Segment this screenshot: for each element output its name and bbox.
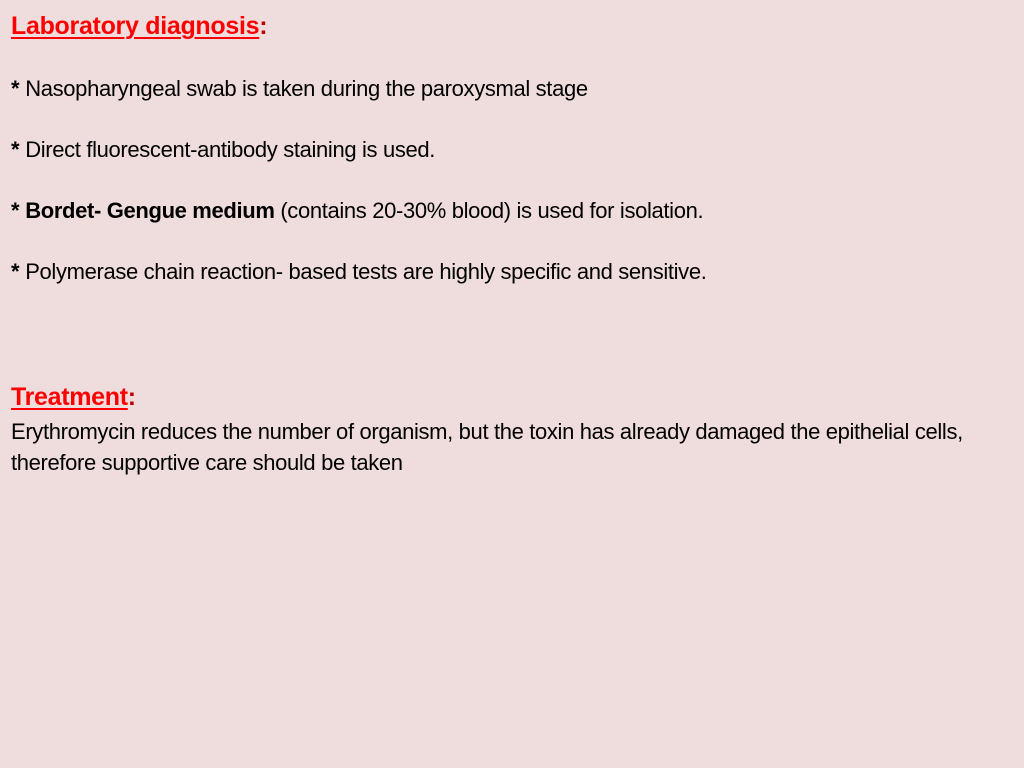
bullet-text: (contains 20-30% blood) is used for isolation. [274,198,704,223]
bullet-text: Polymerase chain reaction- based tests are highly specific and sensitive. [25,259,707,284]
treatment-heading [11,385,136,410]
lab-bullet-4 [11,261,706,283]
bullet-marker: * [11,137,20,162]
bullet-marker: * [11,76,20,101]
treatment-heading-text: Treatment [11,383,128,411]
lab-diagnosis-heading [11,14,267,39]
bullet-marker: * [11,259,20,284]
bullet-text: Nasopharyngeal swab is taken during the paroxysmal stage [25,76,588,101]
lab-diagnosis-heading-colon: : [259,12,268,40]
bullet-text: Direct fluorescent-antibody staining is used. [25,137,436,162]
treatment-paragraph: Erythromycin reduces the number of organism, but the toxin has already damaged the epithelial cells, therefore supportive care should be taken [11,419,963,475]
lab-bullet-1 [11,78,588,100]
bullet-marker: * [11,198,20,223]
lab-bullet-2 [11,139,435,161]
lab-diagnosis-heading-text: Laboratory diagnosis [11,12,260,40]
treatment-heading-colon: : [127,383,136,411]
bullet-bold-text: Bordet- Gengue medium [25,198,275,223]
lab-bullet-3 [11,200,703,222]
